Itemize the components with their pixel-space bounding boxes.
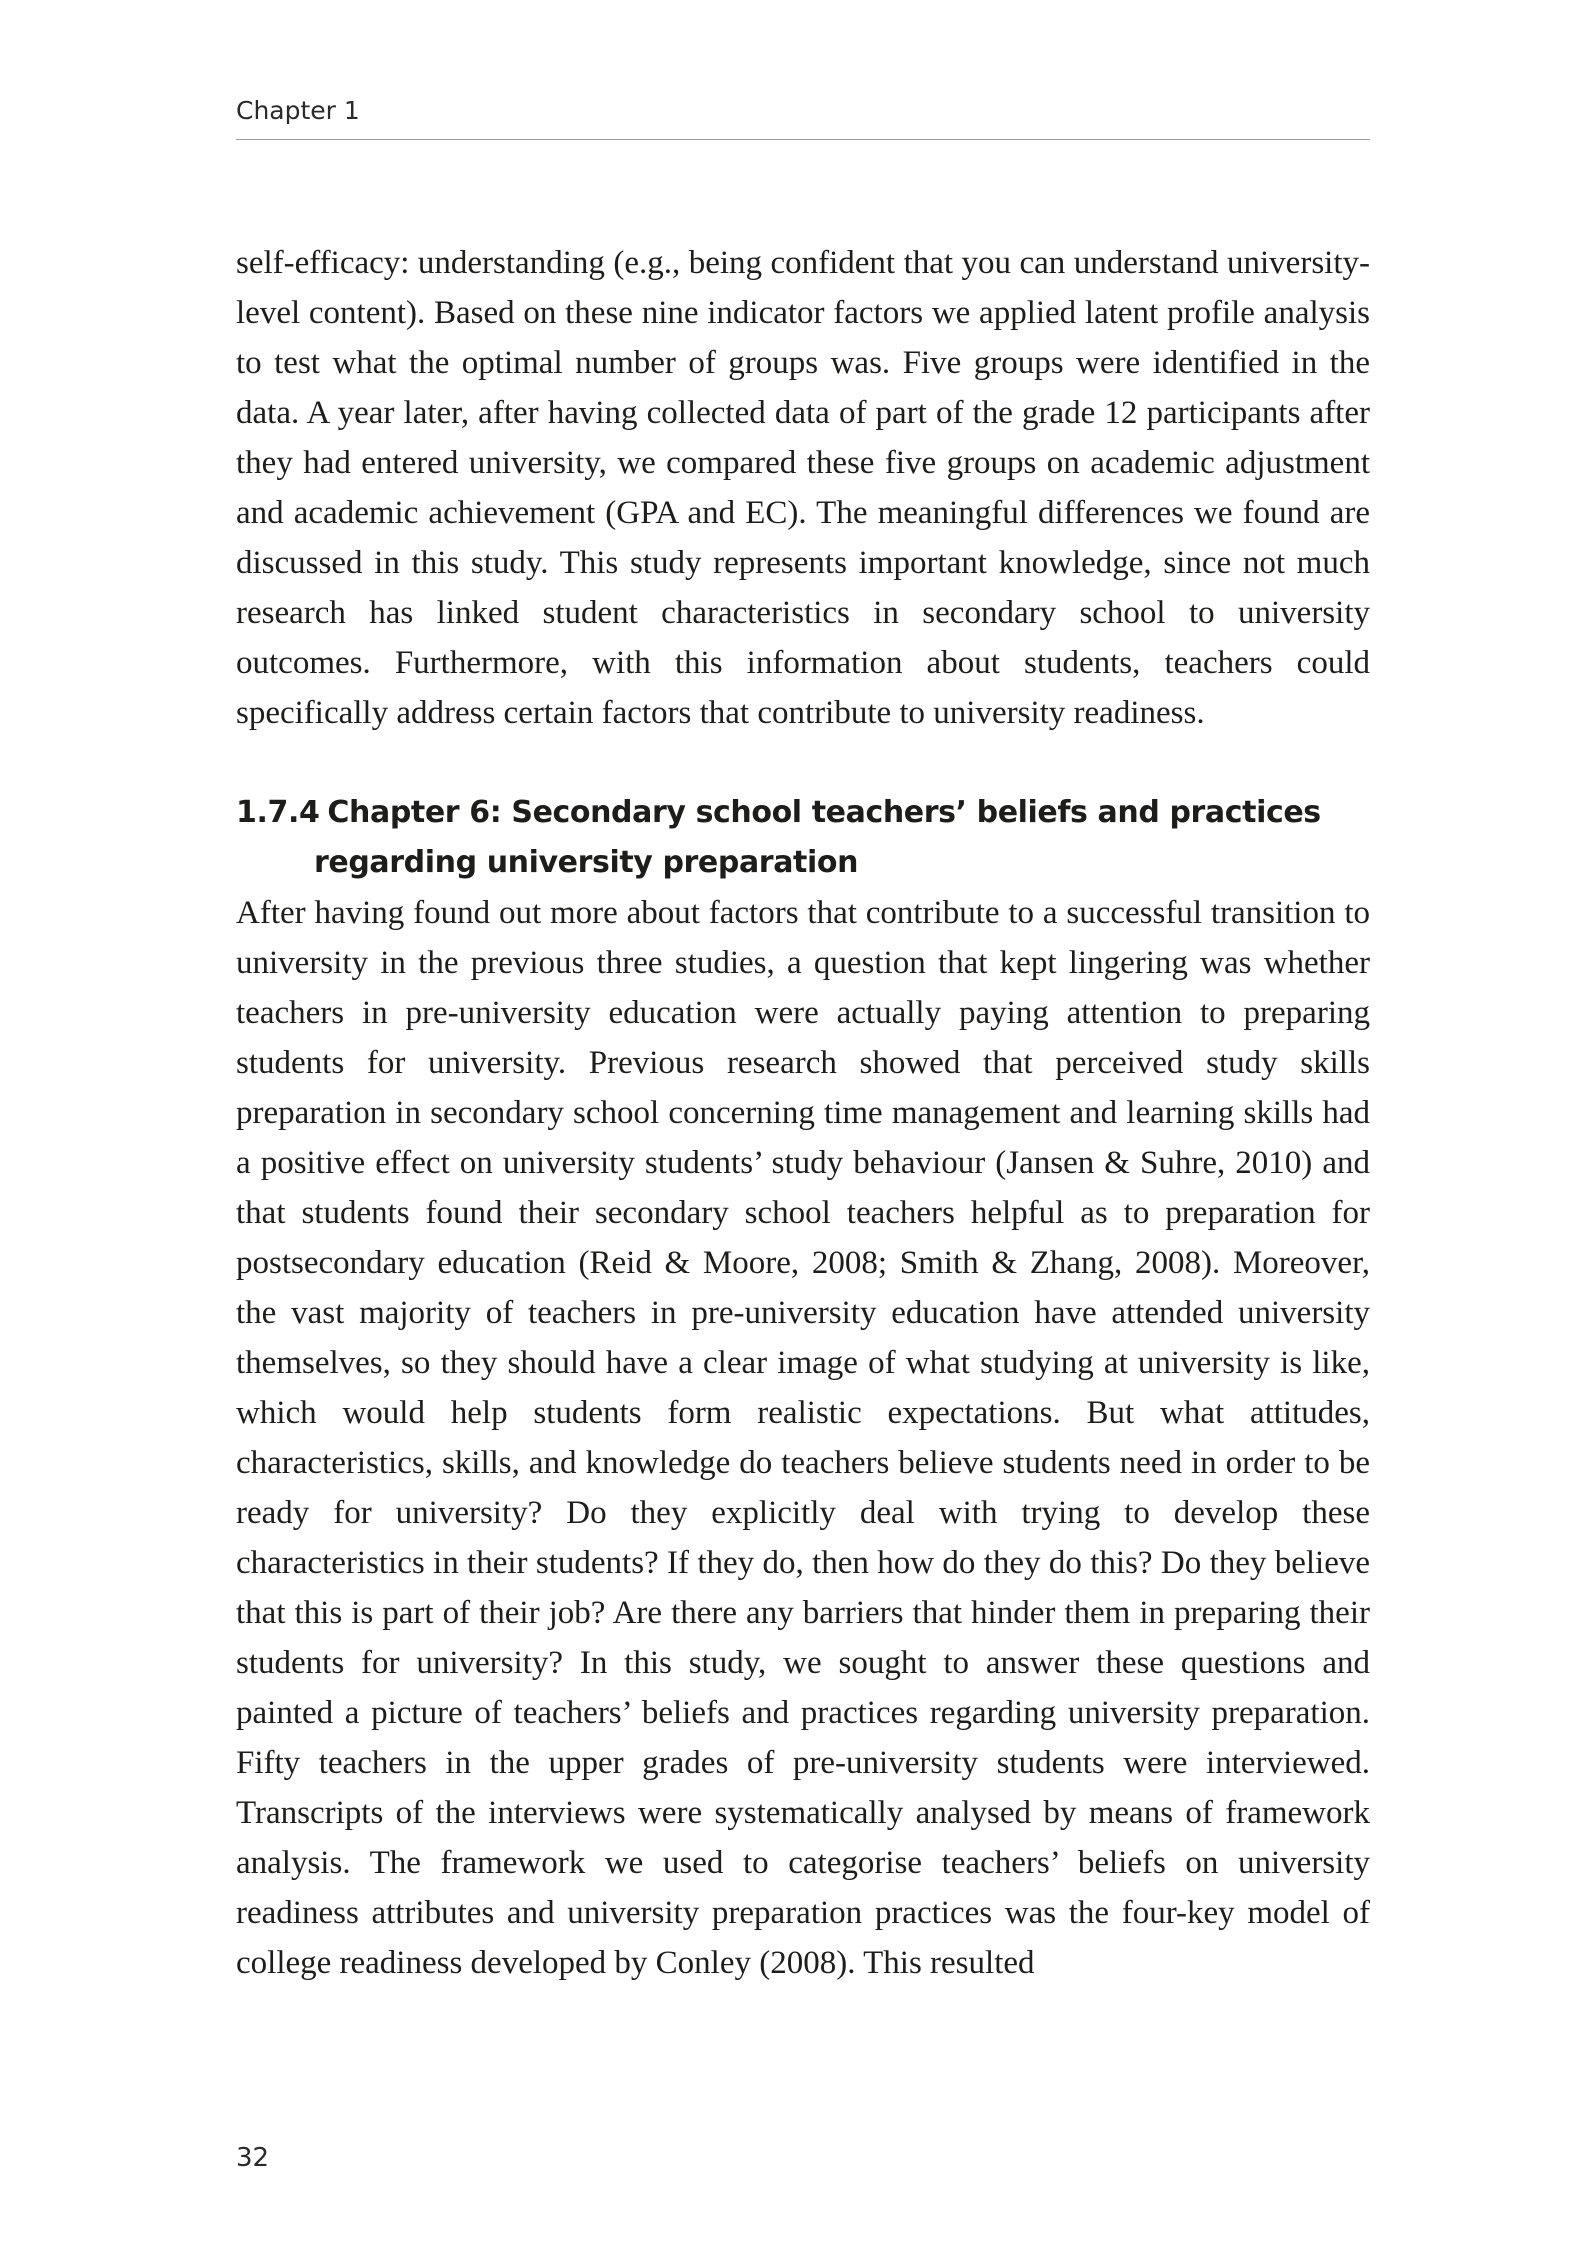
section-heading xyxy=(236,788,1370,888)
body-paragraph: After having found out more about factors that contribute to a successful transition to university in the previous three studies, a question that kept lingering was whether teachers in pre-university education were actually paying attention to preparing students for university. Previous research showed that perceived study skills preparation in secondary school concerning time management and learning skills had a positive effect on university students’ study behaviour (Jansen & Suhre, 2010) and that students found their secondary school teachers helpful as to preparation for postsecondary education (Reid & Moore, 2008; Smith & Zhang, 2008). Moreover, the vast majority of teachers in pre-university education have attended university themselves, so they should have a clear image of what studying at university is like, which would help students form realistic expectations. But what attitudes, characteristics, skills, and knowledge do teachers believe students need in order to be ready for university? Do they explicitly deal with trying to develop these characteristics in their students? If they do, then how do they do this? Do they believe that this is part of their job? Are there any barriers that hinder them in preparing their students for university? In this study, we sought to answer these questions and painted a picture of teachers’ beliefs and practices regarding university preparation. Fifty teachers in the upper grades of pre-university students were interviewed. Transcripts of the interviews were systematically analysed by means of framework analysis. The framework we used to categorise teachers’ beliefs on university readiness attributes and university preparation practices was the four-key model of college readiness developed by Conley (2008). This resulted xyxy=(236,895,1370,1981)
section-number: 1.7.4 xyxy=(236,795,320,830)
running-header-title: Chapter 1 xyxy=(236,96,360,125)
running-header xyxy=(236,92,1370,140)
page-number: 32 xyxy=(236,2143,270,2173)
body-paragraph: self-efficacy: understanding (e.g., being confident that you can understand university-level content). Based on these nine indicator factors we applied latent profile analysis to test what the optimal number of groups was. Five groups were identified in the data. A year later, after having collected data of part of the grade 12 participants after they had entered university, we compared these five groups on academic adjustment and academic achievement (GPA and EC). The meaningful differences we found are discussed in this study. This study represents important knowledge, since not much research has linked student characteristics in secondary school to university outcomes. Furthermore, with this information about students, teachers could specifically address certain factors that contribute to university readiness. xyxy=(236,245,1370,731)
section-title: Chapter 6: Secondary school teachers’ beliefs and practices regarding university preparation xyxy=(314,795,1321,880)
page-body xyxy=(236,238,1370,1988)
